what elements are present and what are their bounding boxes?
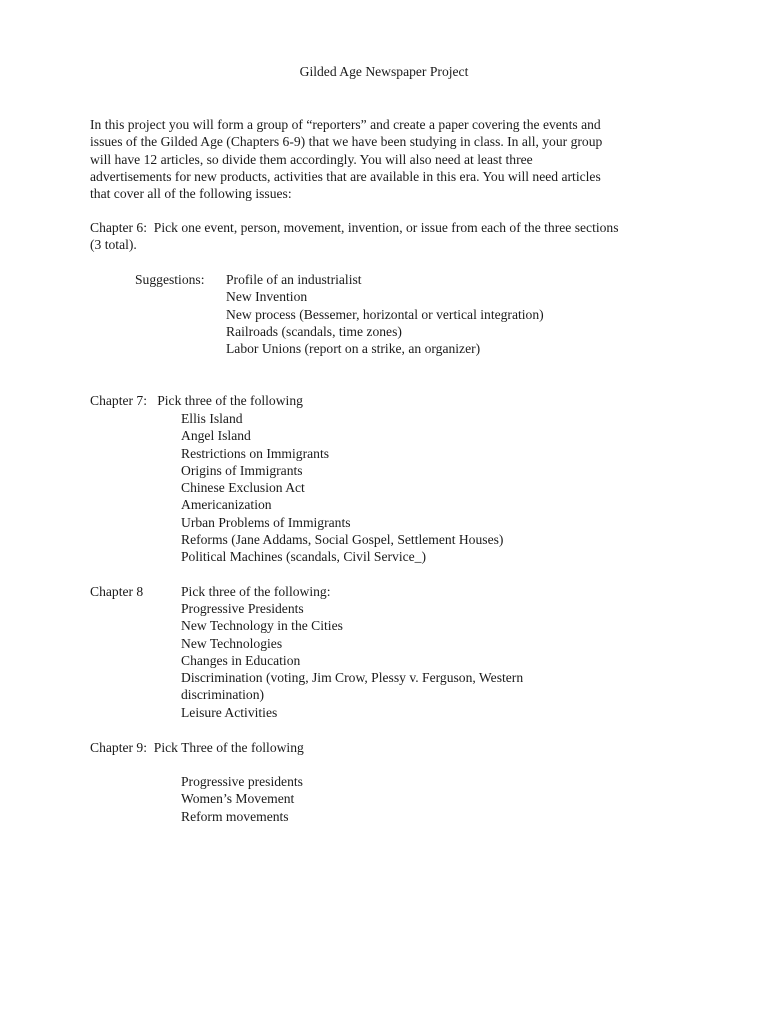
page-title: Gilded Age Newspaper Project [299,64,469,79]
list-item: Political Machines (scandals, Civil Service_) [181,549,427,565]
list-item: Restrictions on Immigrants [181,445,330,461]
chapter-7-list [181,410,503,566]
list-item: Angel Island [181,428,251,444]
list-item: Chinese Exclusion Act [181,480,305,496]
list-item: Progressive Presidents [181,601,304,616]
intro-line: issues of the Gilded Age (Chapters 6-9) that we have been studying in class. In all, your group [90,134,603,150]
chapter-8-label: Chapter 8 [90,584,144,599]
chapter-6-line: Chapter 6: Pick one event, person, movement, invention, or issue from each of the three sections [90,220,619,235]
list-item: New Invention [226,289,308,305]
list-item: Reform movements [181,808,289,824]
chapter-9-heading: Chapter 9: Pick Three of the following [90,740,304,755]
list-item: Ellis Island [181,411,243,426]
chapter-7-heading: Chapter 7: Pick three of the following [90,393,303,408]
list-item: Changes in Education [181,652,301,668]
list-item: Origins of Immigrants [181,462,303,478]
intro-line: In this project you will form a group of “reporters” and create a paper covering the events and [90,117,601,132]
chapter-9-list [181,773,303,825]
list-item: Discrimination (voting, Jim Crow, Plessy v. Ferguson, Western [181,670,524,686]
chapter-6-line: (3 total). [90,237,137,253]
suggestions-list [226,271,544,357]
list-item: Leisure Activities [181,704,278,720]
list-item: Railroads (scandals, time zones) [226,323,402,339]
intro-line: will have 12 articles, so divide them accordingly. You will also need at least three [90,151,533,167]
list-item: Women’s Movement [181,791,295,807]
list-item: Progressive presidents [181,774,303,789]
intro-paragraph [90,116,690,202]
list-item: Labor Unions (report on a strike, an organizer) [226,341,481,357]
chapter-6-instructions [90,219,619,254]
intro-line: that cover all of the following issues: [90,186,292,202]
list-item: New Technology in the Cities [181,618,343,634]
list-item: Urban Problems of Immigrants [181,514,351,530]
list-item: Americanization [181,497,272,513]
chapter-8-list [181,600,523,721]
list-item: discrimination) [181,687,265,703]
list-item: New process (Bessemer, horizontal or vertical integration) [226,306,544,322]
chapter-8-heading: Pick three of the following: [181,584,331,599]
list-item: Profile of an industrialist [226,272,362,287]
intro-line: advertisements for new products, activities that are available in this era. You will need articles [90,168,601,184]
list-item: New Technologies [181,635,283,651]
list-item: Reforms (Jane Addams, Social Gospel, Settlement Houses) [181,532,504,548]
suggestions-label: Suggestions: [135,272,205,287]
